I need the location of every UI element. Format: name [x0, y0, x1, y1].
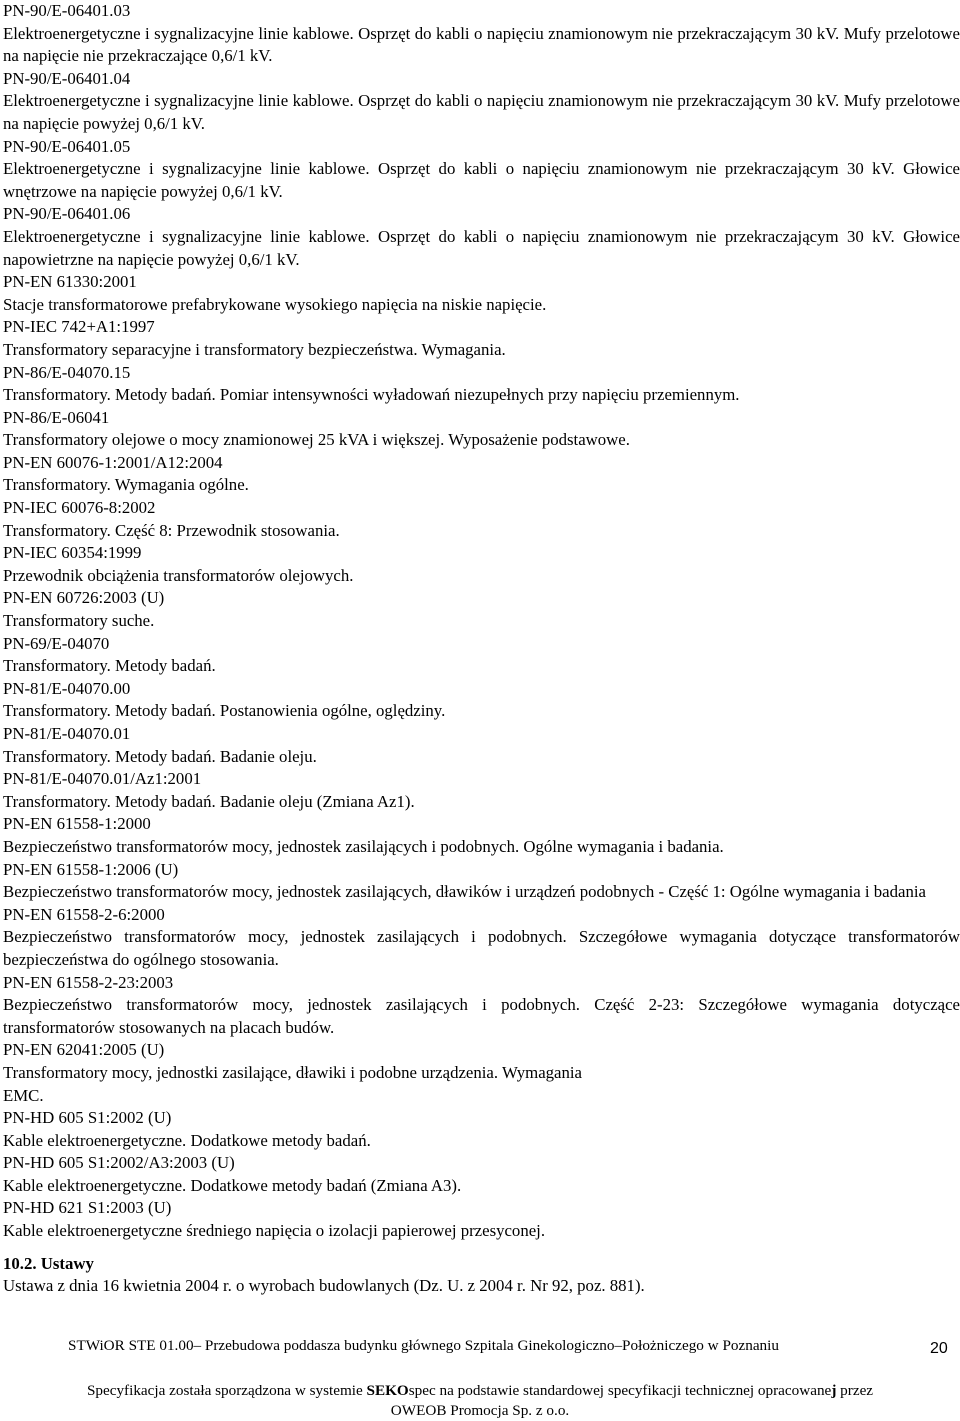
bottom-note-prefix: Specyfikacja została sporządzona w systemie — [86, 1382, 367, 1399]
standard-entry — [3, 203, 960, 271]
standard-title: Transformatory separacyjne i transformatory bezpieczeństwa. Wymagania. — [3, 339, 506, 359]
standard-entry — [3, 678, 960, 723]
standard-entry — [3, 1039, 960, 1107]
standard-code: PN-EN 60076-1:2001/A12:2004 — [3, 452, 223, 472]
standard-entry — [3, 271, 960, 316]
bottom-note-line-1 — [0, 1381, 960, 1401]
bottom-note-brand: SEKO — [366, 1382, 409, 1399]
standard-title: Przewodnik obciążenia transformatorów olejowych. — [3, 565, 354, 585]
standard-title: Transformatory. Metody badań. Badanie oleju. — [3, 746, 317, 766]
standard-title: Elektroenergetyczne i sygnalizacyjne linie kablowe. Osprzęt do kabli o napięciu znamionowym nie przekraczającym 30 kV. Mufy przelotowe na napięcie powyżej 0,6/1 kV. — [3, 91, 960, 133]
standard-code: PN-69/E-04070 — [3, 633, 110, 653]
standard-entry — [3, 1197, 960, 1242]
standard-code: PN-EN 61330:2001 — [3, 272, 137, 292]
standard-entry — [3, 407, 960, 452]
standard-entry — [3, 859, 960, 904]
section-heading: 10.2. Ustawy — [3, 1253, 94, 1273]
section-laws — [3, 1253, 960, 1298]
standard-entry — [3, 136, 960, 204]
standard-title: Elektroenergetyczne i sygnalizacyjne linie kablowe. Osprzęt do kabli o napięciu znamionowym nie przekraczającym 30 kV. Głowice wnętrzowe na napięcie powyżej 0,6/1 kV. — [3, 159, 960, 201]
standard-title: Kable elektroenergetyczne średniego napięcia o izolacji papierowej przesyconej. — [3, 1221, 546, 1241]
standard-entry — [3, 768, 960, 813]
standard-entry — [3, 1152, 960, 1197]
standard-entry — [3, 452, 960, 497]
bottom-note-line-2: OWEOB Promocja Sp. z o.o. — [390, 1402, 570, 1419]
bottom-note-bold-letter: j — [831, 1382, 837, 1399]
standard-title: Elektroenergetyczne i sygnalizacyjne linie kablowe. Osprzęt do kabli o napięciu znamionowym nie przekraczającym 30 kV. Głowice napowietrzne na napięcie powyżej 0,6/1 kV. — [3, 226, 960, 269]
standard-entry — [3, 497, 960, 542]
standard-entry — [3, 587, 960, 632]
standard-code: PN-EN 61558-1:2006 (U) — [3, 859, 179, 879]
standard-code: PN-IEC 60354:1999 — [3, 543, 142, 563]
standard-title-continuation: EMC. — [3, 1085, 44, 1105]
standard-code: PN-EN 60726:2003 (U) — [3, 588, 165, 608]
standard-code: PN-90/E-06401.04 — [3, 68, 131, 88]
standard-title: Transformatory. Część 8: Przewodnik stosowania. — [3, 520, 340, 540]
standard-code: PN-90/E-06401.05 — [3, 136, 131, 156]
standard-code: PN-81/E-04070.01/Az1:2001 — [3, 769, 202, 789]
standard-title: Kable elektroenergetyczne. Dodatkowe metody badań. — [3, 1130, 371, 1150]
standard-title: Transformatory. Metody badań. — [3, 656, 216, 676]
standard-title: Kable elektroenergetyczne. Dodatkowe metody badań (Zmiana A3). — [3, 1175, 462, 1195]
document-body — [3, 0, 960, 1298]
standard-title: Transformatory. Metody badań. Badanie oleju (Zmiana Az1). — [3, 791, 415, 811]
standard-code: PN-86/E-06041 — [3, 407, 110, 427]
standard-title: Transformatory olejowe o mocy znamionowej 25 kVA i większej. Wyposażenie podstawowe. — [3, 430, 630, 450]
standard-entry — [3, 316, 960, 361]
standard-title: Transformatory. Metody badań. Pomiar intensywności wyładowań niezupełnych przy napięciu przemiennym. — [3, 385, 740, 405]
standard-entry — [3, 68, 960, 136]
standard-title: Transformatory. Wymagania ogólne. — [3, 475, 249, 495]
standard-code: PN-IEC 742+A1:1997 — [3, 317, 155, 337]
section-text: Ustawa z dnia 16 kwietnia 2004 r. o wyrobach budowlanych (Dz. U. z 2004 r. Nr 92, poz. 881). — [3, 1276, 645, 1296]
standard-entry — [3, 813, 960, 858]
standard-code: PN-81/E-04070.00 — [3, 678, 131, 698]
standard-code: PN-EN 61558-2-6:2000 — [3, 904, 165, 924]
standard-entry — [3, 723, 960, 768]
standard-code: PN-EN 61558-2-23:2003 — [3, 972, 174, 992]
bottom-note — [0, 1381, 960, 1421]
footer-text: STWiOR STE 01.00– Przebudowa poddasza budynku głównego Szpitala Ginekologiczno–Położniczego w Poznaniu — [68, 1337, 779, 1354]
standard-title: Bezpieczeństwo transformatorów mocy, jednostek zasilających, dławików i urządzeń podobnych - Część 1: Ogólne wymagania i badania — [3, 882, 926, 902]
bottom-note-middle: spec na podstawie standardowej specyfikacji technicznej opracowane — [408, 1382, 832, 1399]
standard-entry — [3, 542, 960, 587]
bottom-note-suffix: przez — [836, 1382, 874, 1399]
standard-title: Elektroenergetyczne i sygnalizacyjne linie kablowe. Osprzęt do kabli o napięciu znamionowym nie przekraczającym 30 kV. Mufy przelotowe na napięcie nie przekraczające 0,6/1 kV. — [3, 23, 960, 66]
standard-title: Stacje transformatorowe prefabrykowane wysokiego napięcia na niskie napięcie. — [3, 294, 547, 314]
standard-code: PN-EN 61558-1:2000 — [3, 814, 151, 834]
standard-title: Bezpieczeństwo transformatorów mocy, jednostek zasilających i podobnych. Ogólne wymagania i badania. — [3, 836, 724, 856]
standard-title: Transformatory suche. — [3, 611, 155, 631]
standard-code: PN-HD 621 S1:2003 (U) — [3, 1198, 172, 1218]
standard-title: Transformatory mocy, jednostki zasilające, dławiki i podobne urządzenia. Wymagania — [3, 1062, 583, 1082]
standard-entry — [3, 0, 960, 68]
page-number: 20 — [930, 1340, 948, 1357]
standard-code: PN-90/E-06401.03 — [3, 1, 131, 20]
standard-code: PN-EN 62041:2005 (U) — [3, 1040, 165, 1060]
standard-code: PN-90/E-06401.06 — [3, 204, 131, 224]
standard-entry — [3, 904, 960, 972]
standard-title: Bezpieczeństwo transformatorów mocy, jednostek zasilających i podobnych. Część 2-23: Szczegółowe wymagania dotyczące transformatorów stosowanych na placach budów. — [3, 995, 960, 1037]
standard-code: PN-IEC 60076-8:2002 — [3, 498, 156, 518]
standards-list — [3, 0, 960, 1243]
standard-entry — [3, 633, 960, 678]
standard-entry — [3, 972, 960, 1040]
standard-title: Transformatory. Metody badań. Postanowienia ogólne, oględziny. — [3, 701, 446, 721]
standard-code: PN-86/E-04070.15 — [3, 362, 131, 382]
standard-entry — [3, 362, 960, 407]
standard-code: PN-HD 605 S1:2002/A3:2003 (U) — [3, 1153, 235, 1173]
standard-code: PN-81/E-04070.01 — [3, 724, 131, 743]
standard-title: Bezpieczeństwo transformatorów mocy, jednostek zasilających i podobnych. Szczegółowe wymagania dotyczące transformatorów bezpieczeństwa do ogólnego stosowania. — [3, 927, 960, 969]
standard-entry — [3, 1107, 960, 1152]
standard-code: PN-HD 605 S1:2002 (U) — [3, 1108, 172, 1128]
